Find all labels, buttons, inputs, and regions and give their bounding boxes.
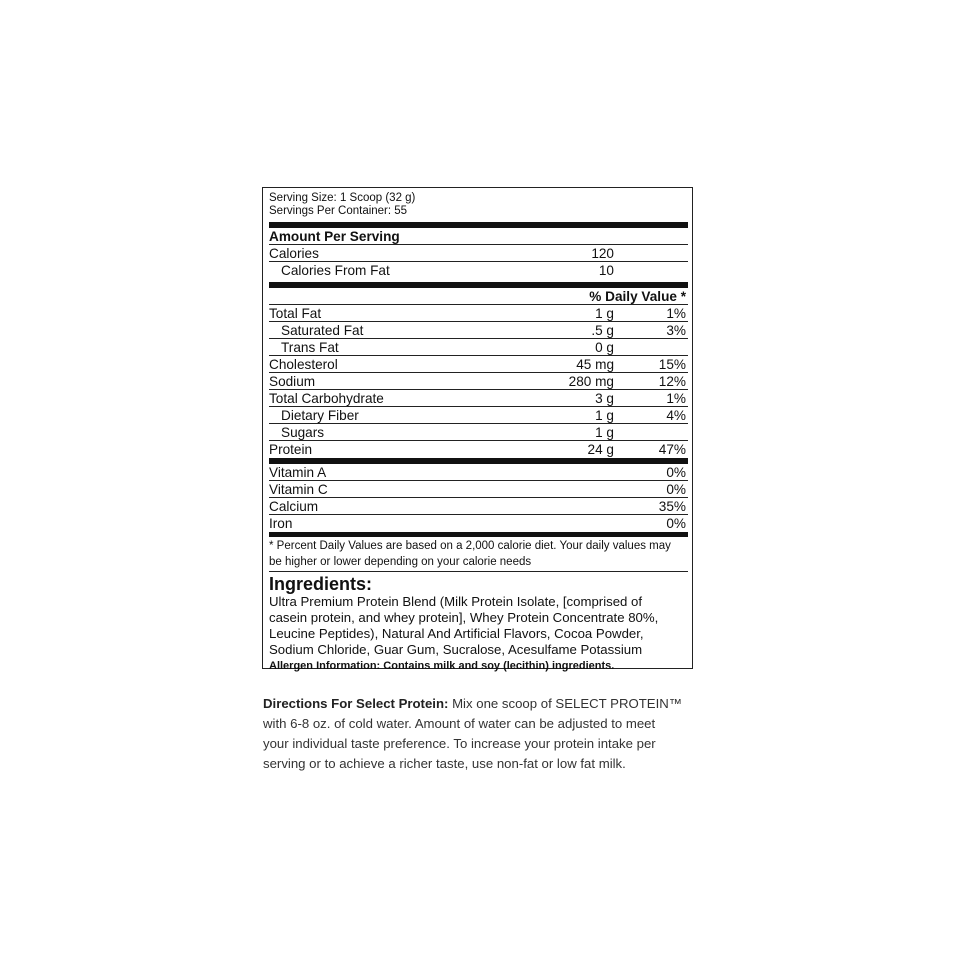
nutrient-row <box>269 407 688 424</box>
nutrition-facts-panel <box>262 187 693 672</box>
calories-row <box>269 245 688 262</box>
vitamin-row <box>269 515 688 532</box>
nutrient-amount: 1 g <box>595 408 614 423</box>
directions-line: with 6-8 oz. of cold water. Amount of water can be adjusted to meet <box>263 716 656 731</box>
nutrient-label: Total Carbohydrate <box>269 391 384 406</box>
nutrient-percent: 12% <box>658 374 686 389</box>
nutrition-facts-content <box>269 188 688 674</box>
ingredients-line: casein protein, and whey protein], Whey Protein Concentrate 80%, <box>269 610 659 625</box>
nutrient-label: Sugars <box>281 425 325 440</box>
ingredients-title: Ingredients: <box>269 574 373 594</box>
nutrient-amount: 0 g <box>595 340 614 355</box>
nutrient-amount: 24 g <box>587 442 614 457</box>
allergen-information: Allergen Information: Contains milk and soy (lecithin) ingredients. <box>269 660 615 672</box>
nutrient-row <box>269 305 688 322</box>
nutrient-label: Saturated Fat <box>281 323 364 338</box>
vitamin-percent: 0% <box>666 516 686 531</box>
nutrient-amount: 45 mg <box>576 357 614 372</box>
vitamin-percent: 0% <box>666 465 686 480</box>
directions-line: your individual taste preference. To increase your protein intake per <box>263 736 656 751</box>
nutrient-label: Protein <box>269 442 313 457</box>
vitamin-row <box>269 464 688 481</box>
divider-thin <box>269 571 688 572</box>
nutrient-label: Trans Fat <box>281 340 339 355</box>
nutrient-amount: 3 g <box>595 391 614 406</box>
daily-value-footnote <box>269 537 688 570</box>
nutrient-label: Cholesterol <box>269 357 338 372</box>
nutrient-percent: 15% <box>658 357 686 372</box>
vitamin-percent: 35% <box>658 499 686 514</box>
nutrient-label: Total Fat <box>269 306 322 321</box>
vitamin-label: Calcium <box>269 499 319 514</box>
nutrient-row <box>269 373 688 390</box>
ingredients-line: Sodium Chloride, Guar Gum, Sucralose, Acesulfame Potassium <box>269 642 643 657</box>
calories-from-fat-row <box>269 262 688 279</box>
nutrient-label: Sodium <box>269 374 316 389</box>
nutrient-row <box>269 424 688 441</box>
serving-size: Serving Size: 1 Scoop (32 g) <box>269 192 416 204</box>
nutrient-row <box>269 390 688 407</box>
ingredients-line: Leucine Peptides), Natural And Artificial Flavors, Cocoa Powder, <box>269 626 644 641</box>
ingredients-line: Ultra Premium Protein Blend (Milk Protein Isolate, [comprised of <box>269 594 643 609</box>
calories-value: 120 <box>591 246 614 261</box>
nutrient-amount: .5 g <box>591 323 614 338</box>
vitamin-percent: 0% <box>666 482 686 497</box>
vitamin-label: Vitamin A <box>269 465 327 480</box>
directions-line: Mix one scoop of SELECT PROTEIN™ <box>448 696 682 711</box>
daily-value-header-row <box>269 288 688 305</box>
nutrient-amount: 1 g <box>595 425 614 440</box>
amount-per-serving-row <box>269 228 688 245</box>
nutrient-amount: 280 mg <box>568 374 614 389</box>
vitamin-row <box>269 498 688 515</box>
nutrient-row <box>269 356 688 373</box>
nutrient-amount: 1 g <box>595 306 614 321</box>
calories-label: Calories <box>269 246 319 261</box>
footnote-line: be higher or lower depending on your calorie needs <box>269 556 532 568</box>
nutrient-label: Dietary Fiber <box>281 408 359 423</box>
servings-per-container: Servings Per Container: 55 <box>269 205 408 217</box>
vitamin-row <box>269 481 688 498</box>
nutrient-percent: 3% <box>666 323 686 338</box>
directions-line: serving or to achieve a richer taste, use non-fat or low fat milk. <box>263 756 626 771</box>
ingredients-list <box>269 594 688 658</box>
vitamin-label: Iron <box>269 516 293 531</box>
calories-from-fat-value: 10 <box>598 263 614 278</box>
daily-value-header: % Daily Value * <box>589 289 686 304</box>
nutrient-row <box>269 322 688 339</box>
nutrient-percent: 1% <box>666 306 686 321</box>
nutrient-percent: 4% <box>666 408 686 423</box>
nutrient-percent: 1% <box>666 391 686 406</box>
footnote-line: * Percent Daily Values are based on a 2,000 calorie diet. Your daily values may <box>269 540 671 552</box>
nutrient-row <box>269 441 688 458</box>
directions-label: Directions For Select Protein: <box>263 696 449 711</box>
nutrient-percent: 47% <box>658 442 686 457</box>
amount-per-serving-heading: Amount Per Serving <box>269 229 400 244</box>
directions-paragraph <box>263 694 703 774</box>
vitamin-label: Vitamin C <box>269 482 328 497</box>
calories-from-fat-label: Calories From Fat <box>281 263 390 278</box>
nutrient-row <box>269 339 688 356</box>
